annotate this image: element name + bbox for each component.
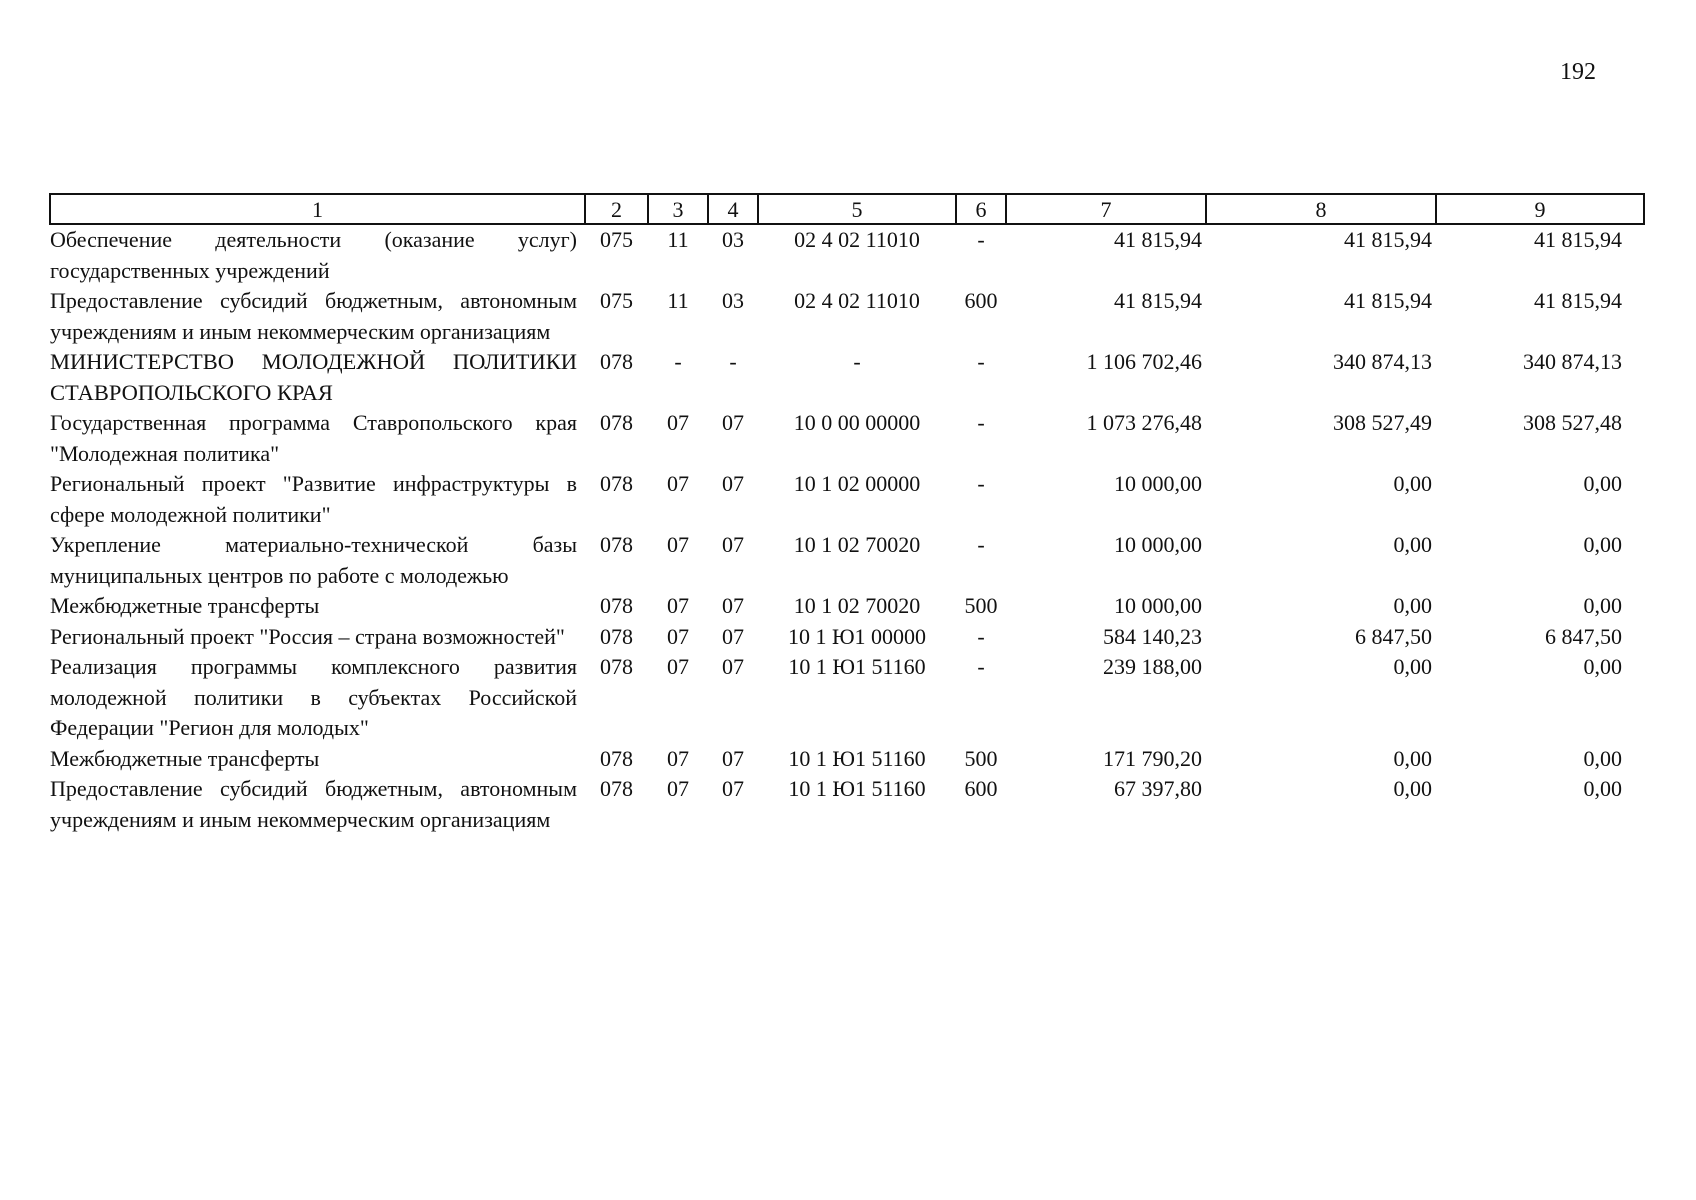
row-name: Укрепление материально-технической базы муниципальных центров по работе с молодежью <box>50 532 577 588</box>
cell-col-8: 41 815,94 <box>1344 227 1432 252</box>
cell-col-5: - <box>853 349 861 374</box>
cell-col-8: 0,00 <box>1393 532 1432 557</box>
cell-col-3: 11 <box>667 227 689 252</box>
cell-col-5: 10 1 Ю1 51160 <box>788 654 926 679</box>
table-row <box>50 347 1644 408</box>
cell-col-2: 078 <box>600 593 633 618</box>
cell-col-8: 41 815,94 <box>1344 288 1432 313</box>
cell-col-5: 10 1 Ю1 51160 <box>788 776 926 801</box>
cell-col-9: 340 874,13 <box>1523 349 1622 374</box>
column-header-9: 9 <box>1436 194 1644 224</box>
cell-col-4: 07 <box>722 776 744 801</box>
cell-col-7: 1 073 276,48 <box>1086 410 1202 435</box>
cell-col-9: 0,00 <box>1583 745 1622 771</box>
cell-col-4: 07 <box>722 593 744 618</box>
cell-col-4: - <box>729 349 737 374</box>
cell-col-7: 171 790,20 <box>1103 745 1202 771</box>
cell-col-4: 07 <box>722 745 744 771</box>
cell-col-3: 07 <box>667 410 689 435</box>
cell-col-6: - <box>977 349 985 374</box>
cell-col-3: 07 <box>667 654 689 679</box>
cell-col-5: 10 0 00 00000 <box>793 410 921 435</box>
column-header-7: 7 <box>1006 194 1206 224</box>
cell-col-8: 6 847,50 <box>1355 623 1432 649</box>
cell-col-7: 1 106 702,46 <box>1086 349 1202 374</box>
table-row <box>50 469 1644 530</box>
cell-col-9: 0,00 <box>1583 471 1622 496</box>
cell-col-9: 308 527,48 <box>1523 410 1622 435</box>
cell-col-2: 078 <box>600 349 633 374</box>
cell-col-4: 07 <box>722 654 744 679</box>
cell-col-2: 078 <box>600 532 633 557</box>
cell-col-9: 0,00 <box>1583 654 1622 679</box>
table-row <box>50 652 1644 744</box>
cell-col-2: 075 <box>600 288 633 313</box>
cell-col-4: 07 <box>722 410 744 435</box>
cell-col-6: - <box>977 410 985 435</box>
cell-col-3: 07 <box>667 745 689 771</box>
cell-col-8: 0,00 <box>1393 654 1432 679</box>
cell-col-5: 10 1 02 70020 <box>793 532 921 557</box>
cell-col-9: 0,00 <box>1583 593 1622 618</box>
cell-col-5: 10 1 Ю1 00000 <box>787 623 927 649</box>
column-header-1: 1 <box>50 194 585 224</box>
row-name: Государственная программа Ставропольского края "Молодежная политика" <box>50 410 577 466</box>
row-name: Региональный проект "Развитие инфраструктуры в сфере молодежной политики" <box>50 471 577 527</box>
cell-col-5: 02 4 02 11010 <box>794 288 920 313</box>
cell-col-6: - <box>977 227 985 252</box>
row-name: Региональный проект "Россия – страна возможностей" <box>50 623 565 649</box>
cell-col-6: 500 <box>964 593 998 618</box>
row-name: Межбюджетные трансферты <box>50 593 320 618</box>
cell-col-4: 03 <box>722 288 744 313</box>
cell-col-3: 07 <box>667 471 689 496</box>
header-row <box>50 194 1644 224</box>
page-number: 192 <box>1560 59 1596 85</box>
cell-col-5: 02 4 02 11010 <box>794 227 920 252</box>
table-body <box>50 224 1644 835</box>
cell-col-2: 078 <box>600 776 633 801</box>
cell-col-3: 11 <box>667 288 689 313</box>
cell-col-9: 41 815,94 <box>1534 288 1622 313</box>
cell-col-8: 308 527,49 <box>1333 410 1432 435</box>
cell-col-7: 41 815,94 <box>1114 227 1202 252</box>
column-header-6: 6 <box>956 194 1006 224</box>
cell-col-8: 0,00 <box>1393 745 1432 771</box>
cell-col-7: 41 815,94 <box>1114 288 1202 313</box>
column-header-8: 8 <box>1206 194 1436 224</box>
column-header-3: 3 <box>648 194 708 224</box>
cell-col-2: 078 <box>600 623 633 649</box>
table-row <box>50 286 1644 347</box>
column-header-2: 2 <box>585 194 648 224</box>
budget-table <box>49 193 1645 835</box>
cell-col-5: 10 1 02 70020 <box>793 593 921 618</box>
cell-col-7: 239 188,00 <box>1103 654 1202 679</box>
row-name: МИНИСТЕРСТВО МОЛОДЕЖНОЙ ПОЛИТИКИ СТАВРОПОЛЬСКОГО КРАЯ <box>50 349 577 405</box>
cell-col-7: 67 397,80 <box>1114 776 1202 801</box>
cell-col-9: 0,00 <box>1583 776 1622 801</box>
cell-col-4: 07 <box>722 532 744 557</box>
cell-col-6: 500 <box>964 745 998 771</box>
row-name: Предоставление субсидий бюджетным, автономным учреждениям и иным некоммерческим организациям <box>50 776 577 832</box>
row-name: Обеспечение деятельности (оказание услуг) государственных учреждений <box>50 227 577 283</box>
cell-col-2: 078 <box>600 410 633 435</box>
cell-col-4: 07 <box>722 623 744 649</box>
cell-col-2: 078 <box>600 654 633 679</box>
cell-col-4: 03 <box>722 227 744 252</box>
table-row <box>50 591 1644 622</box>
table-row <box>50 224 1644 286</box>
cell-col-3: - <box>674 349 682 374</box>
cell-col-8: 0,00 <box>1393 776 1432 801</box>
cell-col-3: 07 <box>667 776 689 801</box>
table-row <box>50 530 1644 591</box>
table-header <box>50 194 1644 224</box>
cell-col-5: 10 1 Ю1 51160 <box>788 745 926 771</box>
cell-col-7: 10 000,00 <box>1114 471 1202 496</box>
cell-col-5: 10 1 02 00000 <box>793 471 921 496</box>
cell-col-9: 41 815,94 <box>1534 227 1622 252</box>
column-header-5: 5 <box>758 194 956 224</box>
cell-col-2: 075 <box>600 227 633 252</box>
cell-col-8: 0,00 <box>1393 593 1432 618</box>
cell-col-2: 078 <box>600 471 633 496</box>
cell-col-7: 10 000,00 <box>1114 532 1202 557</box>
cell-col-6: 600 <box>964 288 998 313</box>
cell-col-3: 07 <box>667 593 689 618</box>
cell-col-9: 0,00 <box>1583 532 1622 557</box>
column-header-4: 4 <box>708 194 758 224</box>
cell-col-8: 340 874,13 <box>1333 349 1432 374</box>
row-name: Реализация программы комплексного развития молодежной политики в субъектах Российской Федерации "Регион для молодых" <box>50 654 577 740</box>
cell-col-4: 07 <box>722 471 744 496</box>
cell-col-8: 0,00 <box>1393 471 1432 496</box>
cell-col-7: 584 140,23 <box>1103 623 1202 649</box>
cell-col-3: 07 <box>667 623 689 649</box>
table-row <box>50 622 1644 653</box>
cell-col-6: - <box>977 532 985 557</box>
cell-col-9: 6 847,50 <box>1545 623 1622 649</box>
table-row <box>50 744 1644 775</box>
cell-col-7: 10 000,00 <box>1114 593 1202 618</box>
cell-col-3: 07 <box>667 532 689 557</box>
row-name: Межбюджетные трансферты <box>50 745 320 771</box>
table-row <box>50 408 1644 469</box>
cell-col-6: - <box>977 623 985 649</box>
table-row <box>50 774 1644 835</box>
cell-col-6: - <box>977 471 985 496</box>
cell-col-6: - <box>977 654 985 679</box>
cell-col-6: 600 <box>964 776 998 801</box>
cell-col-2: 078 <box>600 745 633 771</box>
row-name: Предоставление субсидий бюджетным, автономным учреждениям и иным некоммерческим организациям <box>50 288 577 344</box>
